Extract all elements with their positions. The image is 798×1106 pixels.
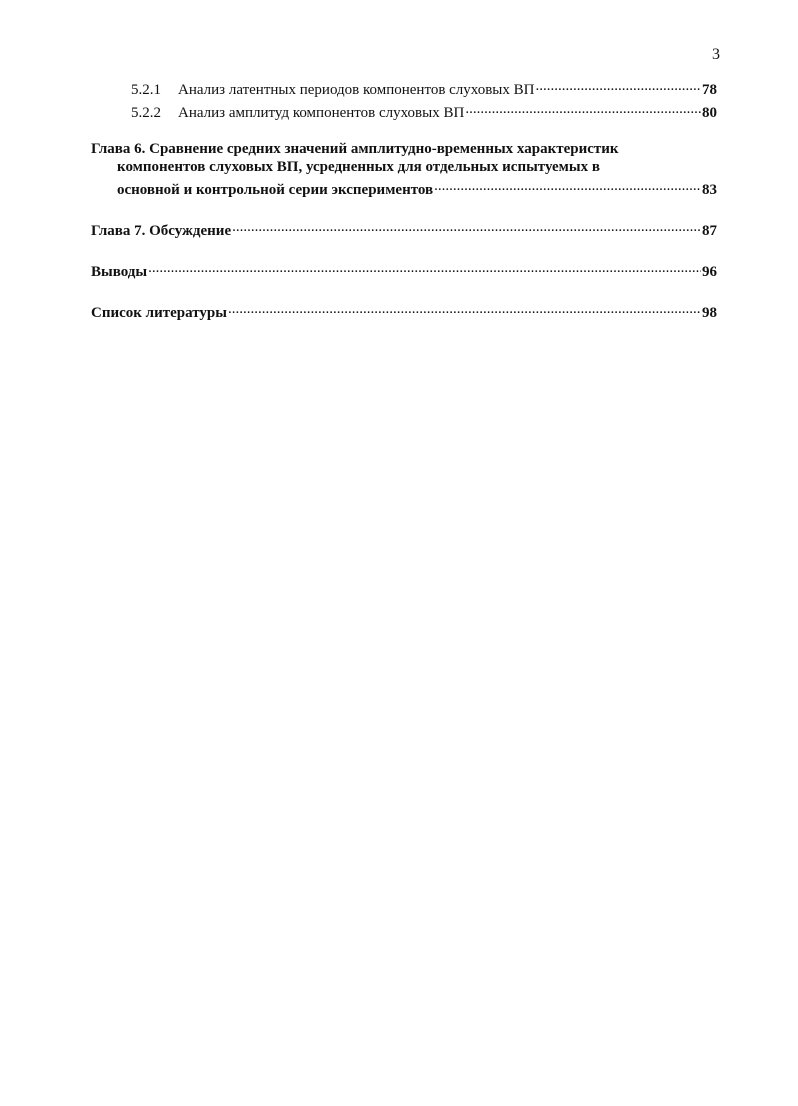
- dot-leader: [465, 99, 701, 117]
- toc-entry-page: 80: [702, 105, 717, 121]
- toc-entry-page: 87: [702, 223, 717, 239]
- toc-entry-5-2-1[interactable]: [91, 76, 717, 99]
- dot-leader: [535, 76, 701, 94]
- toc-entry-number: 5.2.2: [131, 105, 161, 121]
- toc-entry-title-line1: Глава 6. Сравнение средних значений амплитудно-временных характеристик: [91, 141, 619, 157]
- dot-leader: [148, 258, 701, 276]
- table-of-contents: [91, 76, 717, 322]
- toc-entry-title-line3: основной и контрольной серии экспериментов: [117, 182, 434, 198]
- dot-leader: [232, 217, 701, 235]
- toc-entry-title: Глава 7. Обсуждение: [91, 223, 232, 239]
- toc-entry-chapter-6[interactable]: [91, 140, 717, 199]
- toc-entry-title: Список литературы: [91, 305, 227, 321]
- toc-entry-page: 78: [702, 82, 717, 98]
- toc-entry-number: 5.2.1: [131, 82, 161, 98]
- toc-entry-title: Выводы: [91, 264, 148, 280]
- toc-entry-chapter-7[interactable]: [91, 217, 717, 240]
- toc-entry-page: 96: [702, 264, 717, 280]
- toc-entry-title-line3-row: [91, 176, 717, 199]
- toc-entry-title-line2: компонентов слуховых ВП, усредненных для отдельных испытуемых в: [117, 159, 600, 175]
- page-number: 3: [712, 46, 720, 63]
- toc-entry-page: 83: [702, 182, 717, 198]
- toc-entry-page: 98: [702, 305, 717, 321]
- toc-entry-title: Анализ амплитуд компонентов слуховых ВП: [178, 105, 465, 121]
- dot-leader: [434, 176, 701, 194]
- toc-entry-5-2-2[interactable]: [91, 99, 717, 122]
- toc-entry-references[interactable]: [91, 299, 717, 322]
- dot-leader: [228, 299, 701, 317]
- toc-entry-conclusions[interactable]: [91, 258, 717, 281]
- toc-entry-title: Анализ латентных периодов компонентов слуховых ВП: [178, 82, 535, 98]
